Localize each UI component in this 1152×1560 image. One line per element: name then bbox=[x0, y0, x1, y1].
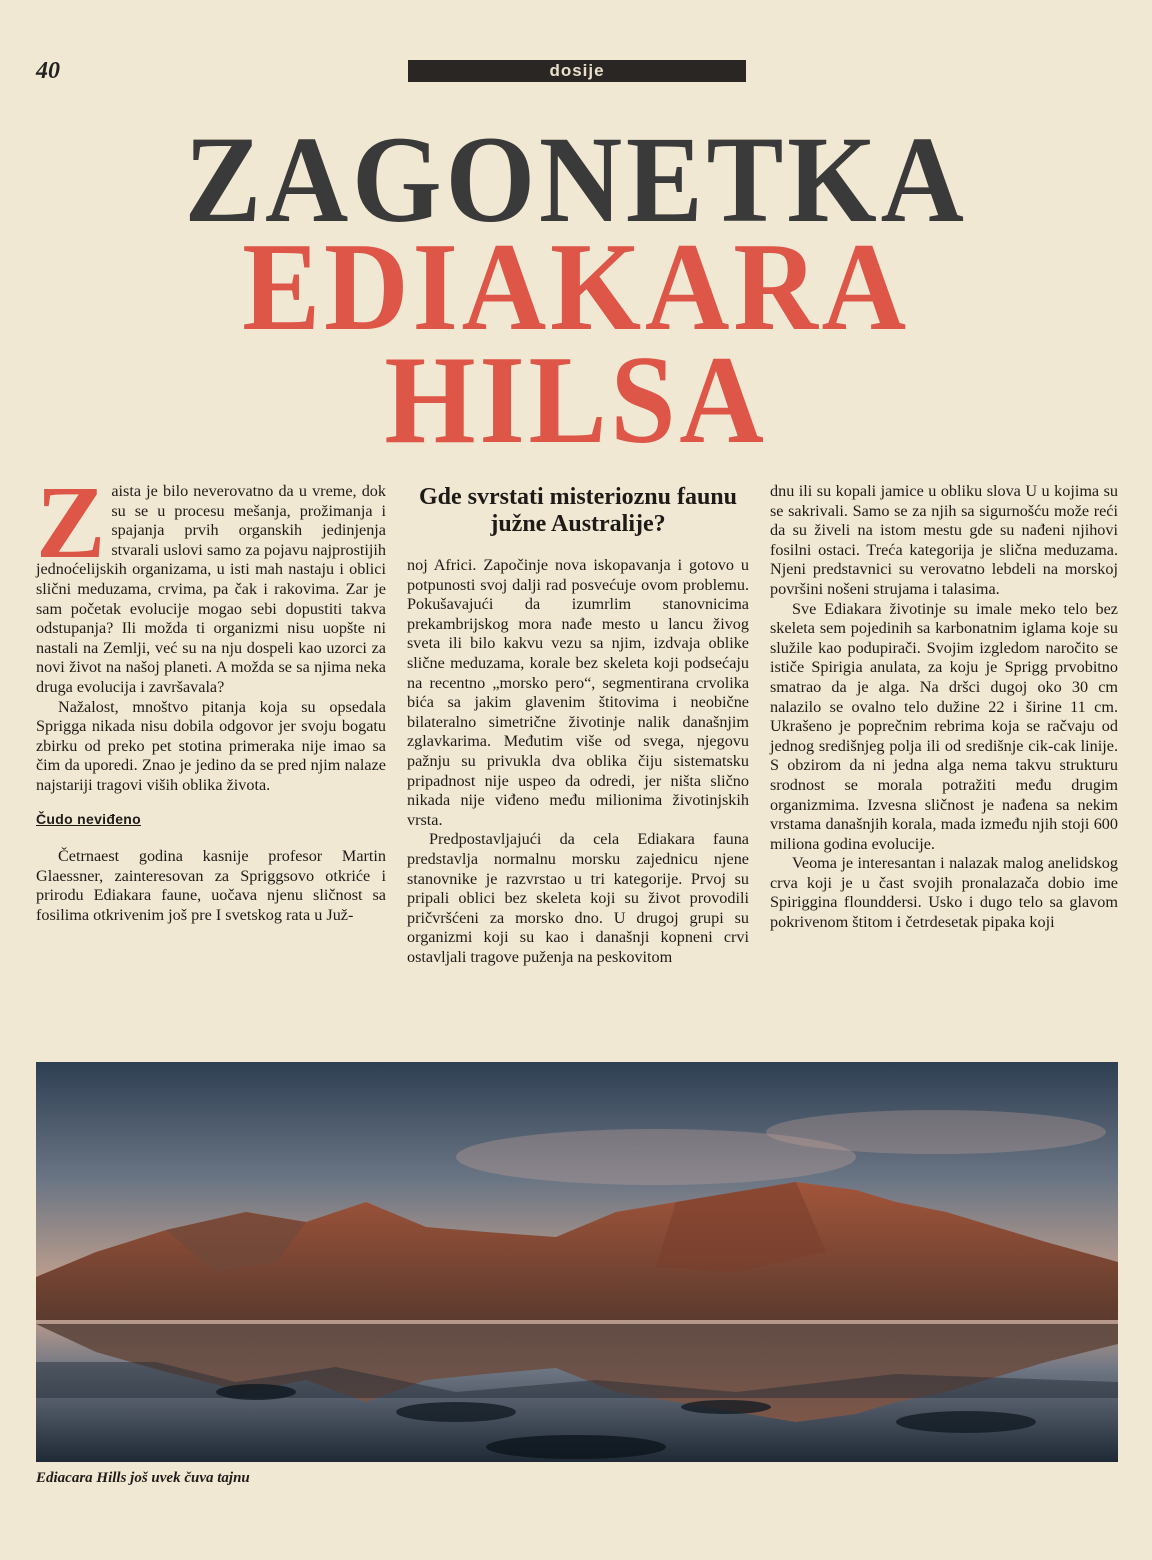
paragraph: Sve Ediakara životinje su imale meko telo bez skeleta sem pojedinih sa karbonatnim iglama koje su služile kao podupirači. Svojim izgledom naročito se ističe Spirigia anulata, za koju je Sprigg prvobitno smatrao da je alga. Na dršci dugoj oko 30 cm nalazilo se ovalno telo dužine 22 i širine 11 cm. Ukrašeno je poprečnim rebrima koja se račvaju od jednog središnjeg polja ili od središnje cik-cak linije. S obzirom da ni jedna alga nema takvu strukturu srodnost se morala potražiti među drugim organizmima. Izvesna sličnost je nađena sa nekim vrstama današnjih korala, mada između njih stoji 600 miliona godina evolucije. bbox=[770, 599, 1118, 853]
drop-cap: Z bbox=[36, 465, 106, 580]
intro-paragraph bbox=[36, 465, 386, 698]
article-column-3 bbox=[770, 482, 1118, 933]
section-label: dosije bbox=[408, 60, 746, 82]
paragraph: Predpostavljajući da cela Ediakara fauna predstavlja normalnu morsku zajednicu njene stanovnike je razvrstao u tri kategorije. Prvoj su pripali oblici bez skeleta koji su život provodili pričvršćeni za morsko dno. U drugoj grupi su organizmi koji su kao i današnji kopneni crvi ostavljali tragove puženja na peskovitom bbox=[407, 830, 749, 966]
paragraph: Četrnaest godina kasnije profesor Martin Glaessner, zainteresovan za Spriggsovo otkriće i prirodu Ediakara faune, uočava njenu sličnost sa fosilima otkrivenim još pre I svetskog rata u Juž- bbox=[36, 847, 386, 924]
headline-line-3: HILSA bbox=[384, 331, 768, 470]
photo-caption: Ediacara Hills još uvek čuva tajnu bbox=[36, 1470, 250, 1486]
page-number: 40 bbox=[36, 58, 60, 84]
paragraph: noj Africi. Započinje nova iskopavanja i gotovo u potpunosti svoj dalji rad posvećuje ovom problemu. Pokušavajući da izumrlim stanovnicima prekambrijskog mora nađe mesto u lancu živog sveta ili bilo kakvu vezu sa njim, izdvaja oblike slične meduzama, korale bez skeleta koji podsećaju na recentno „morsko pero“, segmentirana crvolika bića sa jakim glavenim štitovima i neobične bilateralno simetrične životinje nalik današnjim zglavkarima. Međutim više od svega, njegovu pažnju su privukla dva oblika čiju sistematsku pripadnost nije uspeo da odredi, jer ništa slično nikada nije viđeno među milionima životinjskih vrsta. bbox=[407, 556, 749, 829]
landscape-photo bbox=[36, 1062, 1118, 1462]
paragraph: Nažalost, mnoštvo pitanja koja su opsedala Sprigga nikada nisu dobila odgovor jer svoju bogatu zbirku od preko pet stotina primeraka nije imao sa čim da uporedi. Znao je jedino da se pred njim nalaze najstariji tragovi viših oblika života. bbox=[36, 697, 386, 794]
headline-line-1: ZAGONETKA bbox=[184, 111, 968, 248]
article-column-1 bbox=[36, 465, 386, 925]
article-column-2 bbox=[407, 482, 749, 967]
section-subheading: Čudo neviđeno bbox=[36, 810, 142, 827]
paragraph-text: aista je bilo neverovatno da u vreme, dok su se u procesu mešanja, prožimanja i spajanja prvih organskih jedinjenja stvarali uslovi samo za pojavu najprostijih jednoćelijskih organizama, u isti mah nastaju i oblici slični meduzama, crvima, pa čak i rakovima. Zar je sam početak evolucije mogao sebi dopustiti takva odstupanja? Ili možda ti organizmi nisu uopšte ni nastali na Zemlji, već su na nju dospeli kao uzorci za novi život na našoj planeti. A možda se sa njima neka druga evolucija i završavala? bbox=[36, 482, 386, 696]
headline-line-2: EDIAKARA bbox=[242, 218, 910, 357]
paragraph: dnu ili su kopali jamice u obliku slova U u kojima su se sakrivali. Samo se za njih sa sigurnošću može reći da su živeli na istom mestu gde su nađeni njihovi fosilni ostaci. Treća kategorija je slična meduzama. Njeni predstavnici su verovatno lebdeli na morskoj površini nošeni strujama i talasima. bbox=[770, 482, 1118, 598]
paragraph: Veoma je interesantan i nalazak malog anelidskog crva koji je u čast svojih pronalazača dobio ime Spiriggina flounddersi. Usko i dugo telo sa glavom pokrivenom štitom i četrdesetak pipaka koji bbox=[770, 854, 1118, 932]
pull-quote: Gde svrstati misterioznu faunu južne Australije? bbox=[419, 484, 737, 537]
